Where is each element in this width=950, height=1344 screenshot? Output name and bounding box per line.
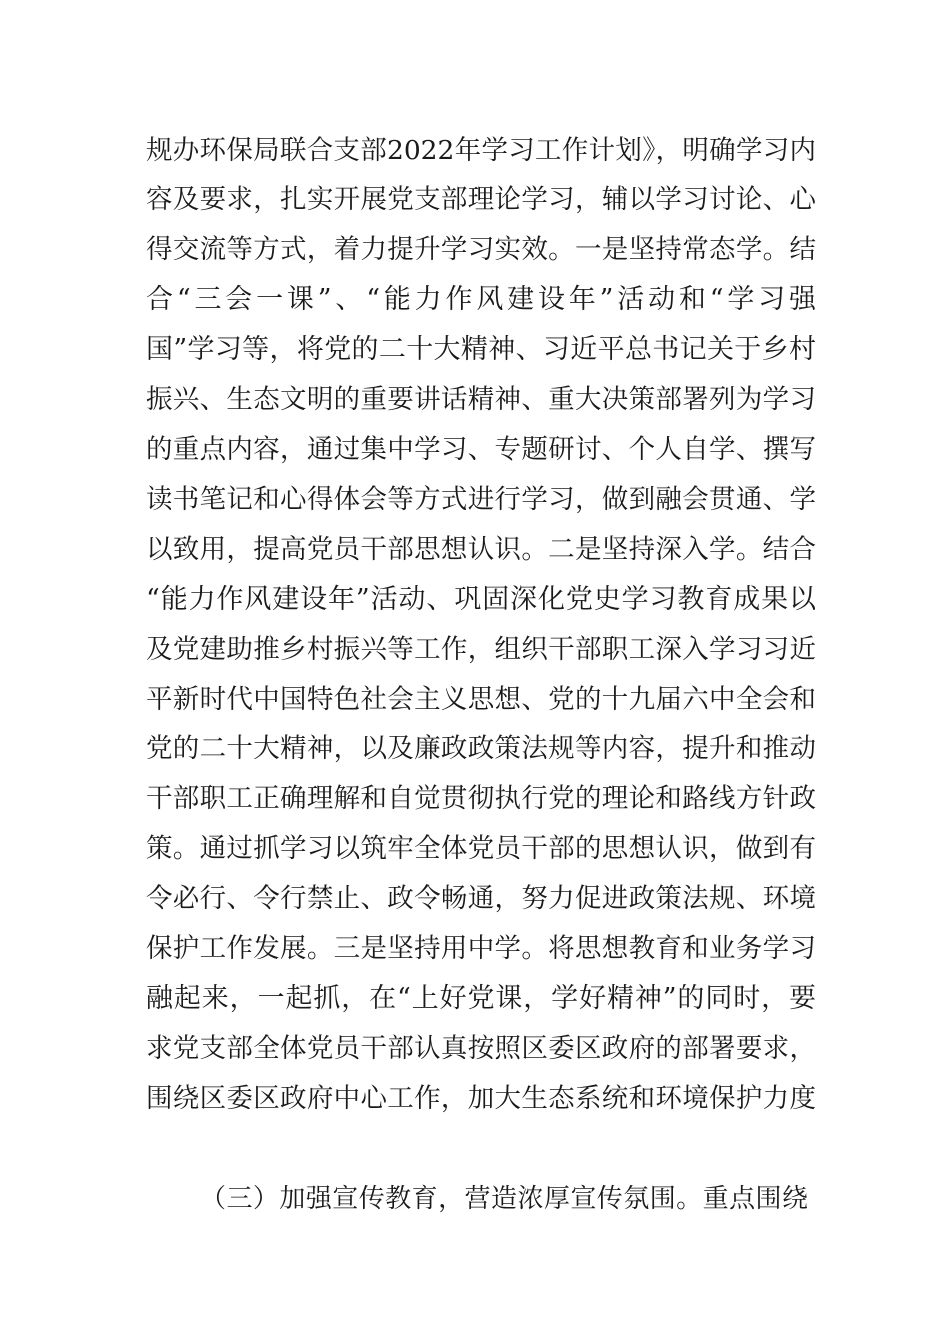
body-text-line: 围绕区委区政府中心工作，加大生态系统和环境保护力度 [146,1083,816,1114]
body-text-line: 保护工作发展。三是坚持用中学。将思想教育和业务学习 [146,933,816,964]
body-text-line: 党的二十大精神，以及廉政政策法规等内容，提升和推动 [146,733,816,764]
body-text-line: 以致用，提高党员干部思想认识。二是坚持深入学。结合 [146,534,816,565]
body-text-line: 干部职工正确理解和自觉贯彻执行党的理论和路线方针政 [146,783,816,814]
section-heading-line: （三）加强宣传教育，营造浓厚宣传氛围。重点围绕 [200,1184,808,1214]
body-text-line: 策。通过抓学习以筑牢全体党员干部的思想认识，做到有 [146,833,816,864]
body-text-line: 令必行、令行禁止、政令畅通，努力促进政策法规、环境 [146,883,816,914]
body-text-line: 的重点内容，通过集中学习、专题研讨、个人自学、撰写 [146,434,816,465]
body-text-line: “能力作风建设年”活动、巩固深化党史学习教育成果以 [146,584,816,615]
body-text-line: 求党支部全体党员干部认真按照区委区政府的部署要求， [146,1033,816,1064]
body-text-line: 及党建助推乡村振兴等工作，组织干部职工深入学习习近 [146,634,816,665]
body-text-line: 得交流等方式，着力提升学习实效。一是坚持常态学。结 [146,234,816,265]
body-text-line: 规办环保局联合支部2022年学习工作计划》，明确学习内 [146,135,816,166]
body-text-line: 国”学习等，将党的二十大精神、习近平总书记关于乡村 [146,334,816,365]
body-text-line: 读书笔记和心得体会等方式进行学习，做到融会贯通、学 [146,484,816,515]
body-text-line: 平新时代中国特色社会主义思想、党的十九届六中全会和 [146,684,816,715]
body-text-line: 振兴、生态文明的重要讲话精神、重大决策部署列为学习 [146,384,816,415]
body-text-line: 融起来，一起抓，在“上好党课，学好精神”的同时，要 [146,983,816,1014]
body-text-line: 容及要求，扎实开展党支部理论学习，辅以学习讨论、心 [146,184,816,215]
body-text-line: 合“三会一课”、“能力作风建设年”活动和“学习强 [146,284,816,315]
